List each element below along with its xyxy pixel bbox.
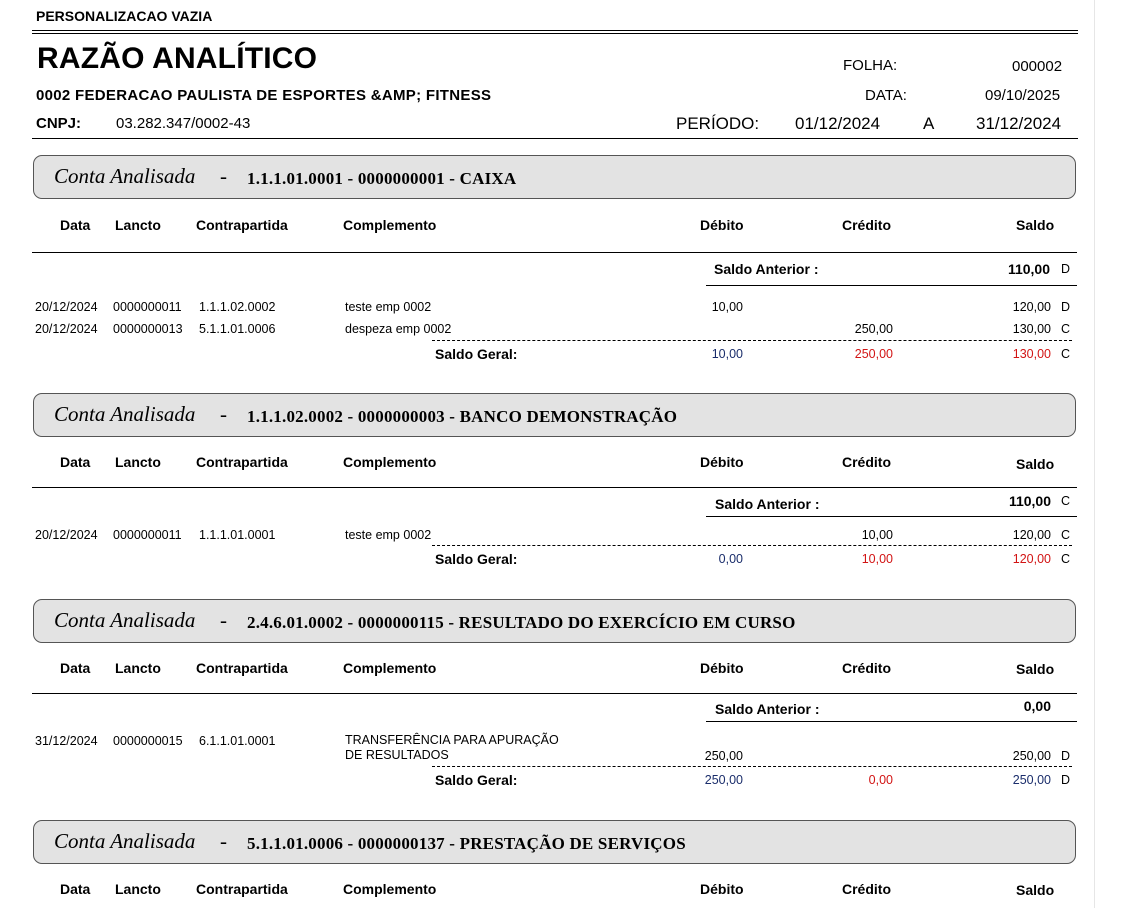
row-dc: C bbox=[1061, 322, 1071, 336]
folha-value: 000002 bbox=[1012, 58, 1063, 75]
row-dc: C bbox=[1061, 528, 1071, 542]
data-label: DATA: bbox=[865, 87, 907, 104]
conta-analisada-label: Conta Analisada bbox=[54, 164, 196, 188]
saldo-geral-label: Saldo Geral: bbox=[435, 551, 518, 567]
separator-dash: - bbox=[220, 829, 227, 853]
cnpj-value: 03.282.347/0002-43 bbox=[116, 115, 251, 132]
cnpj-label: CNPJ: bbox=[36, 115, 82, 132]
report-title: RAZÃO ANALÍTICO bbox=[37, 42, 318, 75]
saldo-geral-dc: D bbox=[1061, 773, 1071, 787]
saldo-geral-debito: 10,00 bbox=[711, 347, 743, 361]
saldo-anterior-dc: D bbox=[1061, 262, 1071, 276]
saldo-geral-credito: 250,00 bbox=[854, 347, 893, 361]
separator-dash: - bbox=[220, 402, 227, 426]
col-saldo: Saldo bbox=[1016, 882, 1055, 898]
periodo-separator: A bbox=[923, 114, 935, 133]
saldo-geral-rule bbox=[432, 340, 1072, 341]
col-lancto: Lancto bbox=[115, 454, 161, 470]
saldo-geral-rule bbox=[432, 766, 1072, 767]
account-name: 1.1.1.01.0001 - 0000000001 - CAIXA bbox=[247, 169, 517, 188]
periodo-inicio: 01/12/2024 bbox=[795, 114, 881, 133]
saldo-geral-label: Saldo Geral: bbox=[435, 772, 518, 788]
saldo-anterior-label: Saldo Anterior : bbox=[715, 701, 820, 717]
col-debito: Débito bbox=[700, 217, 744, 233]
row-contrapartida: 1.1.1.02.0002 bbox=[199, 300, 276, 314]
col-saldo: Saldo bbox=[1016, 217, 1055, 233]
row-complemento: teste emp 0002 bbox=[345, 528, 432, 542]
personalization-label: PERSONALIZACAO VAZIA bbox=[36, 8, 213, 24]
saldo-anterior-label: Saldo Anterior : bbox=[715, 496, 820, 512]
row-complemento: teste emp 0002 bbox=[345, 300, 432, 314]
saldo-anterior-value: 110,00 bbox=[1007, 261, 1050, 277]
col-data: Data bbox=[60, 881, 91, 897]
col-credito: Crédito bbox=[842, 217, 891, 233]
account-name: 5.1.1.01.0006 - 0000000137 - PRESTAÇÃO DE SERVIÇOS bbox=[247, 834, 686, 853]
row-complemento-continued: DE RESULTADOS bbox=[345, 748, 449, 762]
folha-label: FOLHA: bbox=[843, 57, 898, 74]
account-name: 1.1.1.02.0002 - 0000000003 - BANCO DEMONSTRAÇÃO bbox=[247, 407, 678, 426]
row-data: 20/12/2024 bbox=[35, 300, 98, 314]
saldo-geral-saldo: 250,00 bbox=[1012, 773, 1051, 787]
col-debito: Débito bbox=[700, 660, 744, 676]
column-rule bbox=[32, 252, 1077, 253]
saldo-anterior-value: 0,00 bbox=[1023, 698, 1051, 714]
saldo-geral-saldo: 130,00 bbox=[1012, 347, 1051, 361]
column-rule bbox=[32, 693, 1077, 694]
column-rule bbox=[32, 487, 1077, 488]
col-complemento: Complemento bbox=[343, 881, 437, 897]
col-credito: Crédito bbox=[842, 660, 891, 676]
periodo-label: PERÍODO: bbox=[676, 114, 760, 133]
saldo-geral-rule bbox=[432, 545, 1072, 546]
col-debito: Débito bbox=[700, 454, 744, 470]
header-double-rule bbox=[32, 30, 1078, 34]
row-saldo: 250,00 bbox=[1012, 749, 1051, 763]
data-value: 09/10/2025 bbox=[985, 87, 1061, 104]
col-lancto: Lancto bbox=[115, 881, 161, 897]
col-data: Data bbox=[60, 660, 91, 676]
saldo-anterior-value: 110,00 bbox=[1008, 493, 1051, 509]
page-edge bbox=[1094, 0, 1095, 908]
col-contrapartida: Contrapartida bbox=[196, 454, 288, 470]
conta-analisada-label: Conta Analisada bbox=[54, 402, 196, 426]
saldo-anterior-rule bbox=[706, 721, 1077, 722]
row-lancto: 0000000011 bbox=[113, 528, 182, 542]
row-dc: D bbox=[1061, 749, 1071, 763]
col-saldo: Saldo bbox=[1016, 661, 1055, 677]
row-lancto: 0000000011 bbox=[113, 300, 182, 314]
header-bottom-rule bbox=[32, 138, 1078, 139]
row-lancto: 0000000015 bbox=[113, 734, 183, 748]
row-saldo: 120,00 bbox=[1012, 300, 1051, 314]
periodo-fim: 31/12/2024 bbox=[976, 114, 1062, 133]
account-header bbox=[33, 155, 1076, 199]
separator-dash: - bbox=[220, 164, 227, 188]
saldo-geral-dc: C bbox=[1061, 347, 1071, 361]
conta-analisada-label: Conta Analisada bbox=[54, 608, 196, 632]
col-lancto: Lancto bbox=[115, 217, 161, 233]
saldo-geral-debito: 250,00 bbox=[704, 773, 743, 787]
saldo-geral-credito: 0,00 bbox=[868, 773, 893, 787]
col-contrapartida: Contrapartida bbox=[196, 881, 288, 897]
row-saldo: 130,00 bbox=[1012, 322, 1051, 336]
col-complemento: Complemento bbox=[343, 660, 437, 676]
row-contrapartida: 5.1.1.01.0006 bbox=[199, 322, 276, 336]
saldo-anterior-dc: C bbox=[1061, 494, 1071, 508]
row-lancto: 0000000013 bbox=[113, 322, 183, 336]
account-header bbox=[33, 393, 1076, 437]
col-contrapartida: Contrapartida bbox=[196, 660, 288, 676]
saldo-anterior-label: Saldo Anterior : bbox=[714, 261, 819, 277]
col-debito: Débito bbox=[700, 881, 744, 897]
saldo-geral-dc: C bbox=[1061, 552, 1071, 566]
row-contrapartida: 6.1.1.01.0001 bbox=[199, 734, 276, 748]
col-data: Data bbox=[60, 217, 91, 233]
col-contrapartida: Contrapartida bbox=[196, 217, 288, 233]
saldo-geral-saldo: 120,00 bbox=[1012, 552, 1051, 566]
col-credito: Crédito bbox=[842, 881, 891, 897]
saldo-anterior-rule bbox=[706, 285, 1077, 286]
row-complemento: despeza emp 0002 bbox=[345, 322, 452, 336]
col-complemento: Complemento bbox=[343, 454, 437, 470]
row-data: 31/12/2024 bbox=[35, 734, 98, 748]
account-header bbox=[33, 599, 1076, 643]
saldo-geral-debito: 0,00 bbox=[718, 552, 743, 566]
col-saldo: Saldo bbox=[1016, 456, 1055, 472]
row-credito: 250,00 bbox=[854, 322, 893, 336]
row-saldo: 120,00 bbox=[1012, 528, 1051, 542]
account-header bbox=[33, 820, 1076, 864]
col-credito: Crédito bbox=[842, 454, 891, 470]
account-name: 2.4.6.01.0002 - 0000000115 - RESULTADO DO EXERCÍCIO EM CURSO bbox=[247, 613, 796, 632]
row-complemento: TRANSFERÊNCIA PARA APURAÇÃO bbox=[345, 733, 559, 747]
row-contrapartida: 1.1.1.01.0001 bbox=[199, 528, 276, 542]
row-debito: 10,00 bbox=[711, 300, 743, 314]
row-debito: 250,00 bbox=[704, 749, 743, 763]
row-data: 20/12/2024 bbox=[35, 528, 98, 542]
saldo-anterior-rule bbox=[706, 516, 1077, 517]
saldo-geral-credito: 10,00 bbox=[861, 552, 893, 566]
conta-analisada-label: Conta Analisada bbox=[54, 829, 196, 853]
col-data: Data bbox=[60, 454, 91, 470]
col-lancto: Lancto bbox=[115, 660, 161, 676]
company-name: 0002 FEDERACAO PAULISTA DE ESPORTES &AMP; FITNESS bbox=[36, 87, 492, 104]
separator-dash: - bbox=[220, 608, 227, 632]
row-data: 20/12/2024 bbox=[35, 322, 98, 336]
col-complemento: Complemento bbox=[343, 217, 437, 233]
row-dc: D bbox=[1061, 300, 1071, 314]
saldo-geral-label: Saldo Geral: bbox=[435, 346, 518, 362]
row-credito: 10,00 bbox=[861, 528, 893, 542]
